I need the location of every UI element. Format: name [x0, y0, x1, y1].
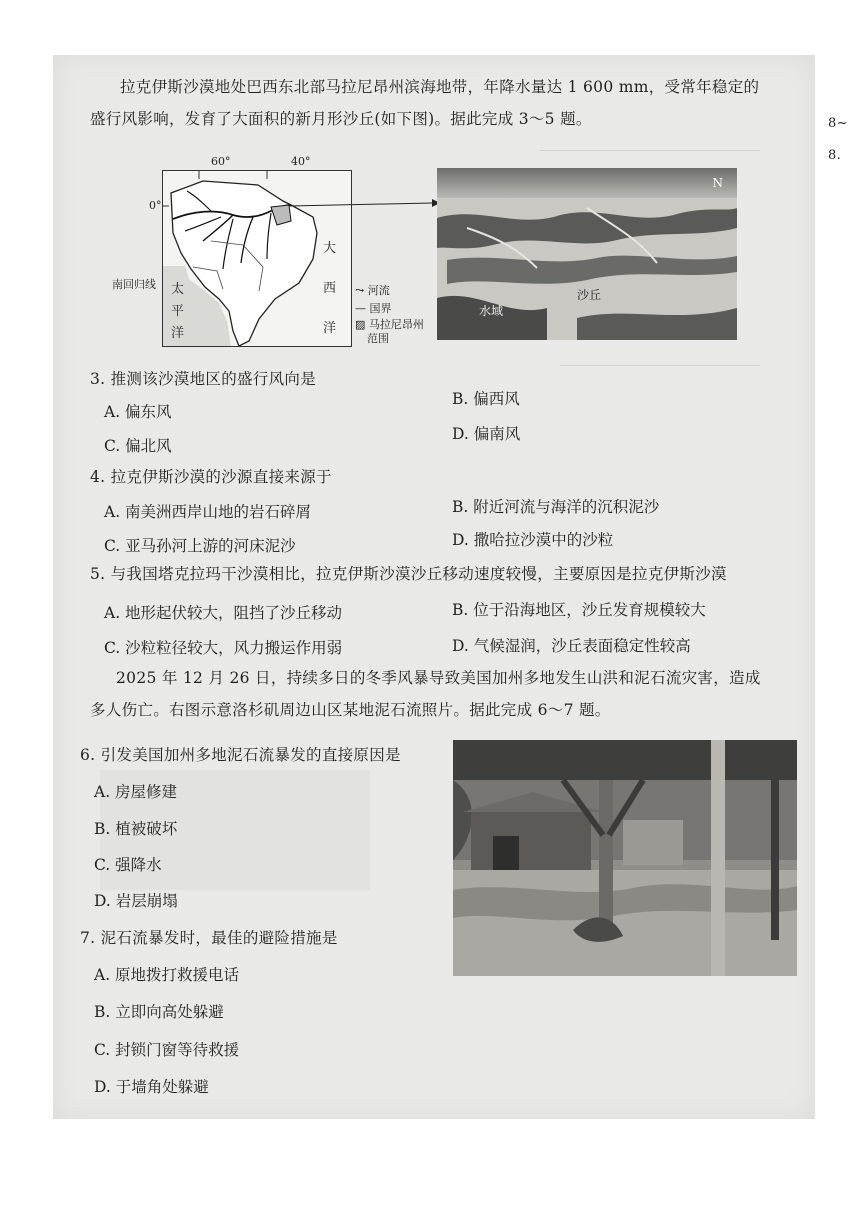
q5-option-c: C. 沙粒粒径较大，风力搬运作用弱 — [104, 639, 343, 657]
legend-river: ⤳ 河流 — [355, 284, 390, 297]
q6-option-a: A. 房屋修建 — [94, 783, 178, 801]
mudslide-photo — [453, 740, 797, 976]
q5-option-a: A. 地形起伏较大，阻挡了沙丘移动 — [104, 604, 343, 622]
lon-40-label: 40° — [291, 155, 311, 168]
q3-option-a: A. 偏东风 — [104, 403, 172, 421]
legend-border: — 国界 — [355, 302, 392, 315]
water-label: 水域 — [479, 304, 504, 318]
dune-photo — [437, 168, 737, 340]
hatch-symbol-icon: ▨ — [355, 318, 366, 331]
q5-stem: 5. 与我国塔克拉玛干沙漠相比，拉克伊斯沙漠沙丘移动速度较慢，主要原因是拉克伊斯沙漠 — [90, 565, 727, 583]
intro-2-line1: 2025 年 12 月 26 日，持续多日的冬季风暴导致美国加州多地发生山洪和泥石流灾害，造成 — [116, 669, 761, 687]
q7-option-a: A. 原地拨打救援电话 — [94, 966, 240, 984]
q6-option-d: D. 岩层崩塌 — [94, 892, 178, 910]
q4-option-d: D. 撒哈拉沙漠中的沙粒 — [452, 531, 614, 549]
q3-option-d: D. 偏南风 — [452, 425, 521, 443]
lat-0-label: 0° — [149, 199, 162, 212]
q7-stem: 7. 泥石流暴发时，最佳的避险措施是 — [80, 929, 338, 947]
river-symbol-icon: ⤳ — [355, 284, 365, 297]
q7-option-b: B. 立即向高处躲避 — [94, 1003, 224, 1021]
map-to-photo-arrow — [290, 196, 440, 216]
q6-stem: 6. 引发美国加州多地泥石流暴发的直接原因是 — [80, 746, 401, 764]
north-arrow-icon: N — [712, 176, 723, 190]
dune-label: 沙丘 — [577, 288, 602, 302]
lon-60-label: 60° — [211, 155, 231, 168]
q4-stem: 4. 拉克伊斯沙漠的沙源直接来源于 — [90, 468, 332, 486]
q7-option-d: D. 于墙角处躲避 — [94, 1078, 209, 1096]
q3-stem: 3. 推测该沙漠地区的盛行风向是 — [90, 370, 317, 388]
q3-option-b: B. 偏西风 — [452, 390, 520, 408]
q3-option-c: C. 偏北风 — [104, 437, 172, 455]
intro-1-line2: 盛行风影响，发育了大面积的新月形沙丘(如下图)。据此完成 3～5 题。 — [90, 110, 592, 128]
q4-option-b: B. 附近河流与海洋的沉积泥沙 — [452, 498, 660, 516]
intro-2-line2: 多人伤亡。右图示意洛杉矶周边山区某地泥石流照片。据此完成 6～7 题。 — [90, 701, 611, 719]
legend-region: ▨ 马拉尼昂州 范围 — [355, 318, 424, 345]
border-symbol-icon: — — [355, 302, 366, 315]
q5-option-d: D. 气候湿润，沙丘表面稳定性较高 — [452, 637, 691, 655]
q7-option-c: C. 封锁门窗等待救援 — [94, 1041, 240, 1059]
mudslide-photo-drawing — [453, 740, 797, 976]
intro-1-line1: 拉克伊斯沙漠地处巴西东北部马拉尼昂州滨海地带，年降水量达 1 600 mm，受常年稳定的 — [120, 78, 760, 96]
q4-option-a: A. 南美洲西岸山地的岩石碎屑 — [104, 503, 312, 521]
atlantic-label: 大 西 洋 — [323, 241, 337, 336]
q6-option-b: B. 植被破坏 — [94, 820, 178, 838]
margin-fragment-a: 8~ — [828, 116, 848, 131]
tropic-label: 南回归线 — [112, 278, 156, 291]
q6-option-c: C. 强降水 — [94, 856, 162, 874]
pacific-label: 太 平 洋 — [171, 282, 185, 341]
q5-option-b: B. 位于沿海地区，沙丘发育规模较大 — [452, 601, 706, 619]
margin-fragment-b: 8. — [828, 148, 842, 163]
q4-option-c: C. 亚马孙河上游的河床泥沙 — [104, 537, 296, 555]
